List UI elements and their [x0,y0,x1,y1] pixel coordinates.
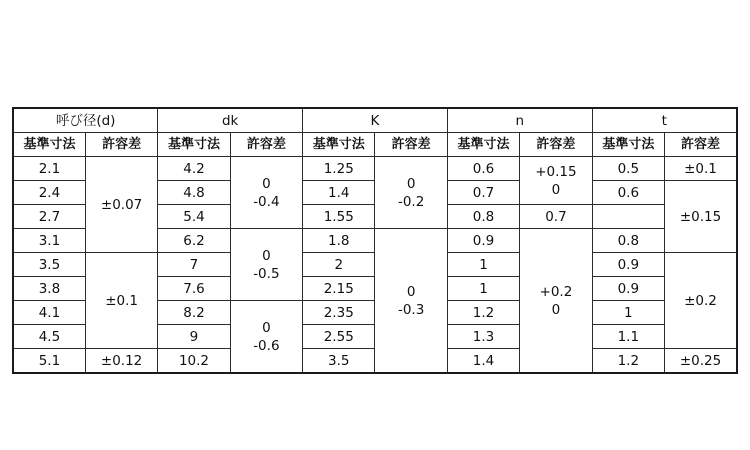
dk-tol-upper: 0 [262,175,271,192]
n-tolerance-cell [520,229,592,374]
n-tol-upper: +0.15 [535,163,577,180]
header-t: t [592,108,737,133]
t-nominal-cell: 0.5 [592,157,664,181]
t-nominal-cell: 1.1 [592,325,664,349]
dk-tol-lower: -0.6 [253,337,280,354]
dk-nominal-cell: 4.8 [158,181,230,205]
d-tolerance-cell: ±0.12 [85,349,157,374]
k-nominal-cell: 1.8 [303,229,375,253]
k-tolerance-cell [375,229,447,374]
dk-tol-upper: 0 [262,319,271,336]
dk-nominal-cell: 7.6 [158,277,230,301]
header-nominal-diameter: 呼び径(d) [13,108,158,133]
d-nominal-cell: 2.4 [13,181,85,205]
n-nominal-cell: 1 [447,277,519,301]
t-tolerance-cell: ±0.15 [665,181,737,253]
d-nominal-cell: 4.5 [13,325,85,349]
t-nominal-cell: 0.6 [592,181,664,205]
t-tolerance-cell: ±0.2 [665,253,737,349]
k-tolerance-cell [375,157,447,229]
table-row [13,157,737,181]
d-nominal-cell: 3.8 [13,277,85,301]
dimension-table [12,107,738,374]
n-nominal-cell: 1.3 [447,325,519,349]
dk-tolerance-cell [230,229,302,301]
sub-header-nominal: 基準寸法 [447,133,519,157]
d-nominal-cell: 2.1 [13,157,85,181]
t-nominal-cell: 1 [592,301,664,325]
t-nominal-cell: 1.2 [592,349,664,374]
n-nominal-cell: 1.4 [447,349,519,374]
dk-nominal-cell: 6.2 [158,229,230,253]
d-nominal-cell: 2.7 [13,205,85,229]
dk-nominal-cell: 5.4 [158,205,230,229]
d-nominal-cell: 3.5 [13,253,85,277]
sub-header-tolerance: 許容差 [665,133,737,157]
n-tol-lower: 0 [551,181,561,198]
d-tolerance-cell: ±0.1 [85,253,157,349]
t-tolerance-cell: ±0.1 [665,157,737,181]
dk-tolerance-cell [230,301,302,374]
k-nominal-cell: 3.5 [303,349,375,374]
n-nominal-cell: 0.8 [447,205,519,229]
d-nominal-cell: 5.1 [13,349,85,374]
d-nominal-cell: 3.1 [13,229,85,253]
t-nominal-cell: 0.8 [592,229,664,253]
k-nominal-cell: 2.15 [303,277,375,301]
sub-header-row [13,133,737,157]
dk-tol-lower: -0.4 [253,193,280,210]
header-n: n [447,108,592,133]
d-nominal-cell: 4.1 [13,301,85,325]
n-nominal-cell: 0.7 [447,181,519,205]
k-tol-upper: 0 [406,175,416,192]
d-tolerance-cell: ±0.07 [85,157,157,253]
dk-nominal-cell: 4.2 [158,157,230,181]
sub-header-nominal: 基準寸法 [158,133,230,157]
t-nominal-cell: 0.9 [592,277,664,301]
n-tolerance-cell [520,157,592,205]
n-nominal-cell: 0.9 [447,229,519,253]
n-tol-upper: +0.2 [539,283,573,300]
header-dk: dk [158,108,303,133]
header-k: K [303,108,448,133]
group-header-row [13,108,737,133]
t-nominal-cell: 0.9 [592,253,664,277]
k-nominal-cell: 1.55 [303,205,375,229]
dk-nominal-cell: 9 [158,325,230,349]
dk-nominal-cell: 10.2 [158,349,230,374]
sub-header-tolerance: 許容差 [375,133,447,157]
t-nominal-cell: 0.7 [520,205,592,229]
k-tol-upper: 0 [406,283,416,300]
sub-header-nominal: 基準寸法 [592,133,664,157]
k-nominal-cell: 2.35 [303,301,375,325]
sub-header-tolerance: 許容差 [230,133,302,157]
k-nominal-cell: 2 [303,253,375,277]
dk-tolerance-cell [230,157,302,229]
sub-header-nominal: 基準寸法 [303,133,375,157]
n-nominal-cell: 0.6 [447,157,519,181]
n-nominal-cell: 1 [447,253,519,277]
n-tol-lower: 0 [551,301,561,318]
n-nominal-cell: 1.2 [447,301,519,325]
k-nominal-cell: 1.25 [303,157,375,181]
sub-header-tolerance: 許容差 [520,133,592,157]
t-tolerance-cell: ±0.25 [665,349,737,374]
dk-nominal-cell: 7 [158,253,230,277]
k-nominal-cell: 2.55 [303,325,375,349]
dk-tol-upper: 0 [262,247,271,264]
dk-nominal-cell: 8.2 [158,301,230,325]
sub-header-nominal: 基準寸法 [13,133,85,157]
k-tol-lower: -0.2 [397,193,425,210]
sub-header-tolerance: 許容差 [85,133,157,157]
dk-tol-lower: -0.5 [253,265,280,282]
k-tol-lower: -0.3 [397,301,425,318]
k-nominal-cell: 1.4 [303,181,375,205]
